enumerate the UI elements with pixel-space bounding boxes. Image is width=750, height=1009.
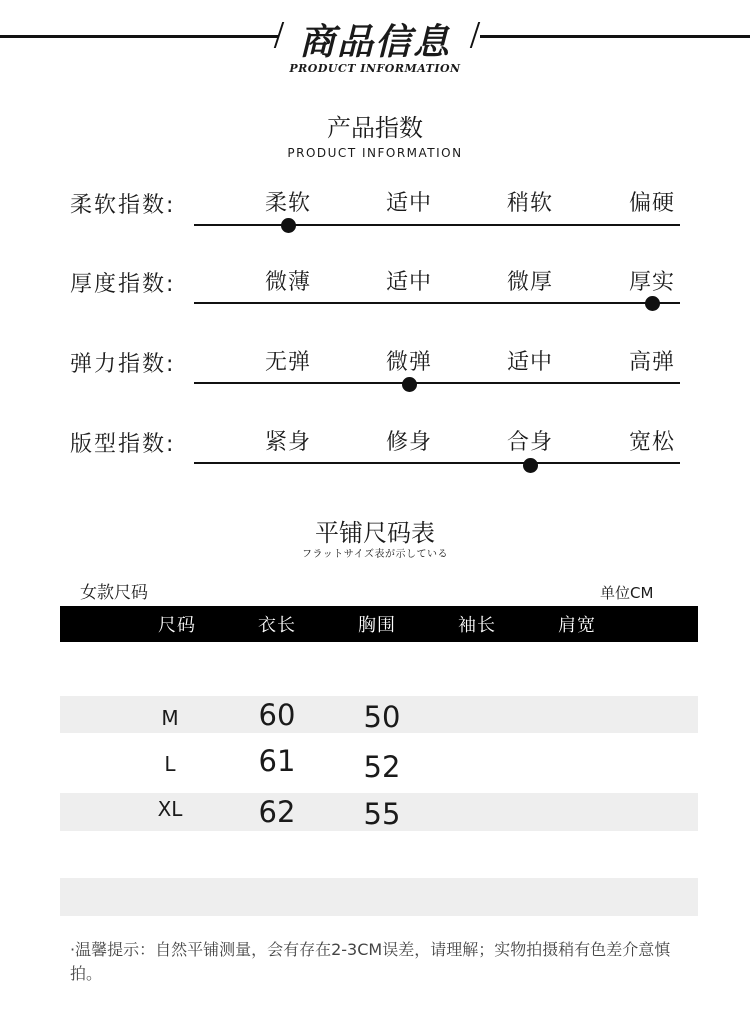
index-marker	[645, 296, 660, 311]
index-option: 微厚	[506, 270, 553, 295]
size-table-unit: 单位CM	[600, 584, 654, 602]
index-option: 紧身	[264, 430, 311, 455]
column-header-size: 尺码	[158, 615, 196, 636]
size-cell: M	[161, 706, 179, 730]
tip-note: ·温馨提示：自然平铺测量，会有存在2-3CM误差，请理解；实物拍摄稍有色差介意慎拍。	[70, 940, 671, 983]
chest-cell: 55	[363, 797, 401, 831]
index-option: 微薄	[264, 270, 311, 295]
index-option: 适中	[385, 270, 432, 295]
size-table-caption: 女款尺码	[80, 583, 148, 603]
size-cell: L	[164, 752, 176, 776]
column-header-length: 衣长	[258, 615, 296, 636]
page-subtitle: PRODUCT INFORMATION	[289, 62, 461, 75]
index-label: 版型指数:	[70, 432, 176, 457]
index-marker	[523, 458, 538, 473]
index-option: 合身	[506, 430, 553, 455]
column-header-sleeve: 袖长	[458, 615, 496, 636]
index-scale-line	[194, 224, 680, 226]
index-option: 宽松	[628, 430, 675, 455]
size-cell: XL	[157, 797, 183, 821]
table-stripe	[60, 878, 698, 916]
length-cell: 60	[258, 698, 296, 732]
index-section-title: 产品指数	[327, 114, 423, 142]
length-cell: 61	[258, 744, 296, 778]
size-table-header	[60, 606, 698, 642]
index-option: 修身	[385, 430, 432, 455]
chest-cell: 52	[363, 750, 401, 784]
column-header-shoulder: 肩宽	[558, 615, 596, 636]
index-option: 适中	[385, 191, 432, 216]
index-marker	[281, 218, 296, 233]
size-section-title: 平铺尺码表	[315, 519, 435, 547]
index-option: 柔软	[264, 191, 311, 216]
index-scale-line	[194, 302, 680, 304]
length-cell: 62	[258, 795, 296, 829]
index-option: 稍软	[506, 191, 553, 216]
index-scale-line	[194, 462, 680, 464]
index-option: 无弹	[264, 350, 311, 375]
index-option: 偏硬	[628, 191, 675, 216]
index-label: 厚度指数:	[70, 272, 176, 297]
size-section-subtitle: フラットサイズ表が示している	[302, 549, 448, 560]
chest-cell: 50	[363, 700, 401, 734]
page-title: 商品信息	[298, 22, 451, 63]
index-option: 适中	[506, 350, 553, 375]
index-label: 弹力指数:	[70, 352, 176, 377]
index-marker	[402, 377, 417, 392]
index-section-subtitle: PRODUCT INFORMATION	[287, 146, 463, 160]
column-header-chest: 胸围	[358, 615, 396, 636]
index-label: 柔软指数:	[70, 193, 176, 218]
index-option: 高弹	[628, 350, 675, 375]
index-option: 厚实	[628, 270, 675, 295]
index-scale-line	[194, 382, 680, 384]
index-option: 微弹	[385, 350, 432, 375]
